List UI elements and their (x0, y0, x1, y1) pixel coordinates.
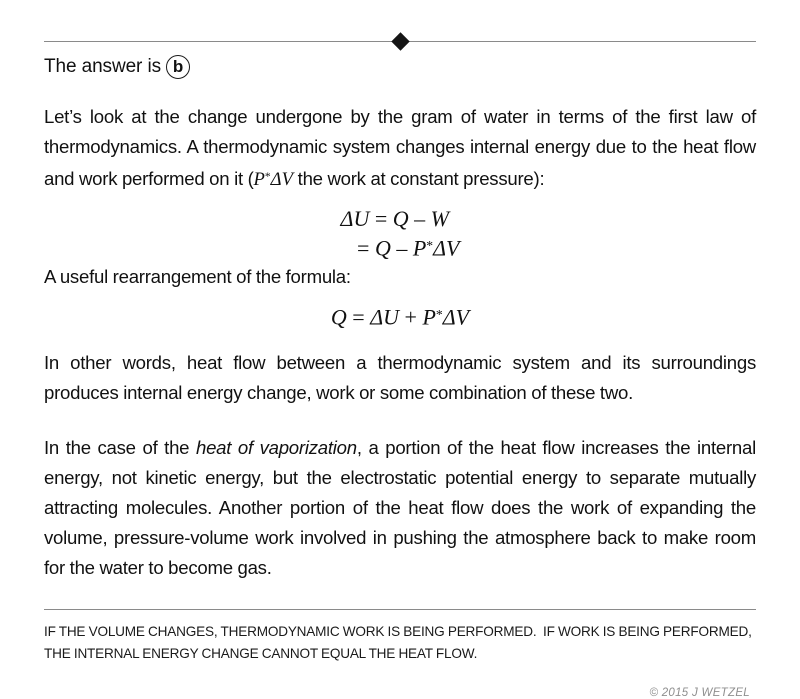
italic-term-heat-of-vaporization: heat of vaporization (195, 437, 357, 459)
eq2-Q: Q (374, 235, 391, 261)
paragraph-1-part-b: the work at constant pressure): (292, 167, 545, 189)
equation-line-2 (341, 232, 460, 262)
paragraph-3-part-b: , a portion of the heat flow increases the internal energy, not kinetic energy, but the electrostatic potential energy to separate mutually attracting molecules. Another portion of the heat flow does the work of expanding the volume, pressure-volume work involved in pushing the atmosphere back to make room for the water to become gas. (44, 437, 756, 579)
equation-first-law-inner (341, 205, 460, 262)
eq3-Q: Q (330, 304, 347, 330)
eq1-equals: = (369, 205, 393, 231)
inline-math-pdeltav (254, 169, 293, 190)
eq3-plus: + (399, 304, 423, 330)
eq1-lhs-deltaU: ΔU (340, 205, 370, 231)
math-symbol-deltaV: ΔV (270, 168, 293, 190)
summary-note-line-1: IF THE VOLUME CHANGES, THERMODYNAMIC WORK IS BEING PERFORMED. IF WORK IS BEING PERFORMED, (44, 624, 752, 640)
eq2-P: P (412, 235, 427, 261)
copyright-notice: © 2015 J WETZEL (649, 687, 750, 699)
eq2-equals: = (340, 235, 375, 261)
eq3-P: P (422, 304, 436, 330)
eq3-deltaU: ΔU (370, 304, 400, 330)
equation-line-1 (341, 205, 460, 232)
eq2-minus: – (390, 235, 413, 261)
eq3-superscript-star: * (435, 306, 443, 322)
top-divider (44, 41, 756, 42)
answer-prefix-label: The answer is (44, 56, 161, 77)
equation-first-law (44, 205, 756, 262)
eq1-W: W (430, 205, 449, 231)
diamond-ornament-icon (391, 32, 409, 50)
eq2-deltaV: ΔV (433, 235, 460, 261)
math-symbol-P: P (253, 168, 265, 190)
paragraph-1-part-a: Let’s look at the change undergone by the gram of water in terms of the first law of thermodynamics. A thermodynamic system changes internal energy due to the heat flow and work performed on it ( (44, 106, 756, 189)
answer-choice-badge: b (166, 55, 190, 79)
document-page (0, 41, 800, 699)
summary-note-line-2: THE INTERNAL ENERGY CHANGE CANNOT EQUAL THE HEAT FLOW. (44, 646, 478, 662)
eq3-equals: = (346, 304, 371, 330)
math-superscript-star: * (264, 171, 271, 183)
eq3-deltaV: ΔV (442, 304, 470, 330)
eq2-superscript-star: * (426, 237, 434, 253)
paragraph-first-law (44, 102, 756, 195)
bottom-rule-line (44, 609, 756, 610)
equation-rearranged (44, 300, 756, 333)
summary-note (44, 621, 756, 665)
paragraph-heat-of-vaporization (44, 433, 756, 583)
paragraph-in-other-words: In other words, heat flow between a thermodynamic system and its surroundings produces internal energy change, work or some combination of these two. (44, 352, 756, 404)
answer-line (44, 54, 756, 80)
lead-in-rearrangement: A useful rearrangement of the formula: (44, 265, 351, 287)
eq1-Q: Q (392, 205, 409, 231)
eq1-minus: – (408, 205, 431, 231)
paragraph-3-part-a: In the case of the (44, 437, 196, 459)
